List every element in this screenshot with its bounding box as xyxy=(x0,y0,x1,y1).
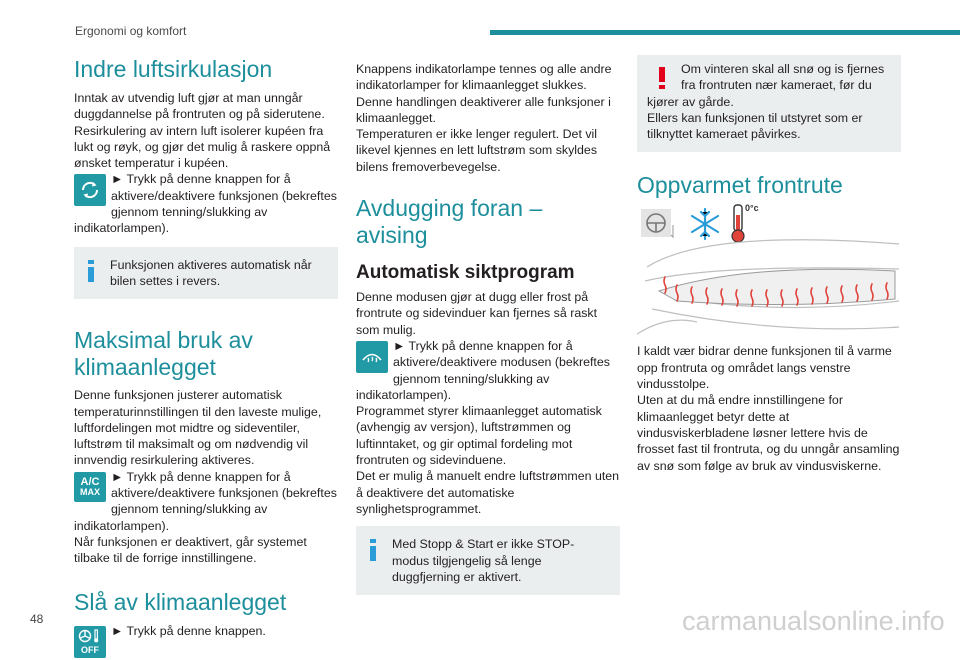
manual-airflow-text: Det er mulig å manuelt endre luftstrømmen uten å deaktivere det automatiske synlighetsprogrammet. xyxy=(356,469,620,516)
demist-press-text: ► Trykk på denne knappen for å aktivere/deaktivere modusen (bekreftes gjennom tenning/slukking av indikatorlampen). xyxy=(356,338,610,402)
column-2 xyxy=(356,61,620,595)
snowflake-icon xyxy=(692,209,718,239)
info-note-stop-start xyxy=(356,526,620,595)
steering-wheel-icon xyxy=(641,209,673,237)
heading-ac-off: Slå av klimaanlegget xyxy=(74,588,287,615)
recirc-intro: Inntak av utvendig luft gjør at man unngår duggdannelse på frontruten og på siderutene. Resirkulering av intern luft isolerer kupéen fra lukt og røyk, og gjør det mulig å raskere oppnå ønsket temperatur i kupéen. xyxy=(74,91,331,171)
column-1 xyxy=(74,52,338,660)
heading-recirculation: Indre luftsirkulasjon xyxy=(74,56,273,82)
heated-windscreen-illustration xyxy=(637,203,901,339)
column-3 xyxy=(637,55,901,474)
ac-off-label: OFF xyxy=(81,644,99,655)
auto-intro: Denne modusen gjør at dugg eller frost på frontrute og sidevinduer kan fjernes så raskt som mulig. xyxy=(356,290,598,337)
ac-off-icon xyxy=(74,626,106,658)
heated-intro-text: I kaldt vær bidrar denne funksjonen til å varme opp frontruta og området langs venstre vindusstolpe. xyxy=(637,344,892,392)
warning-note-camera xyxy=(637,55,901,152)
heading-auto-visibility: Automatisk siktprogram xyxy=(356,262,575,284)
info-note-reverse xyxy=(74,247,338,300)
warning-text-2: Ellers kan funksjonen til utstyret som er tilknyttet kameraet påvirkes. xyxy=(647,110,863,142)
note-reverse-text: Funksjonen aktiveres automatisk når bilen settes i revers. xyxy=(110,257,312,288)
front-demist-icon xyxy=(356,341,388,373)
heading-heated-windscreen: Oppvarmet frontrute xyxy=(637,172,843,199)
auto-program-text: Programmet styrer klimaanlegget automatisk (avhengig av versjon), luftstrømmen og luftinntaket, og gir optimal fordeling mot frontruten og sidevinduene. xyxy=(356,404,602,468)
thermometer-icon xyxy=(732,205,744,242)
recirc-press-text: ► Trykk på denne knappen for å aktivere/deaktivere funksjonen (bekreftes gjennom tenning/slukking av indikatorlampen). xyxy=(74,172,337,236)
header-accent-bar xyxy=(490,30,960,35)
ac-max-icon xyxy=(74,472,106,502)
off-press-text: ► Trykk på denne knappen. xyxy=(111,623,266,638)
recirculation-icon xyxy=(74,174,106,206)
info-icon xyxy=(370,539,376,561)
off-result-text: Knappens indikatorlampe tennes og alle andre indikatorlamper for klimaanlegget slukkes. Denne handlingen deaktiverer alle funksjoner i klimaanlegget. xyxy=(356,62,612,125)
page-number: 48 xyxy=(30,612,44,626)
max-press-text: ► Trykk på denne knappen for å aktivere/deaktivere funksjonen (bekreftes gjennom tenning/slukking av indikatorlampen). xyxy=(74,469,337,533)
ac-max-label-bottom: MAX xyxy=(80,486,100,497)
fan-thermometer-icon xyxy=(78,629,102,643)
warning-icon xyxy=(659,67,665,89)
heated-wiper-text: Uten at du må endre innstillingene for klimaanlegget betyr dette at vindusviskerbladene løsner lettere hvis de frosset fast til frontruta, og du unngår ansamling av snø som følge av bruk av vindusviskerne. xyxy=(637,393,900,473)
note-stop-start-text: Med Stopp & Start er ikke STOP-modus tilgjengelig så lenge duggfjerning er aktivert. xyxy=(392,537,575,584)
ac-max-label-top: A/C xyxy=(80,475,100,488)
watermark: carmanualsonline.info xyxy=(682,606,945,636)
header-section-title: Ergonomi og komfort xyxy=(75,24,187,38)
off-temperature-text: Temperaturen er ikke lenger regulert. Det vil likevel kjennes en lett luftstrøm som skyldes bilens fremoverbevegelse. xyxy=(356,127,598,174)
info-icon xyxy=(88,260,94,282)
heading-front-demist: Avdugging foran – avising xyxy=(356,195,543,249)
max-after-text: Når funksjonen er deaktivert, går systemet tilbake til de forrige innstillingene. xyxy=(74,534,307,566)
thermometer-zero-label: 0°c xyxy=(745,203,759,214)
max-intro: Denne funksjonen justerer automatisk temperaturinnstillingen til den laveste mulige, luftfordelingen mot midtre og sideventiler, luftstrøm til maksimalt og om nødvendig vil innvendig resirkulering aktiveres. xyxy=(74,388,322,468)
heading-max-ac: Maksimal bruk av klimaanlegget xyxy=(74,327,253,381)
warning-text: Om vinteren skal all snø og is fjernes fra frontruten nær kameraet, før du kjører av gårde. xyxy=(647,62,885,109)
windscreen-shape xyxy=(659,270,895,305)
